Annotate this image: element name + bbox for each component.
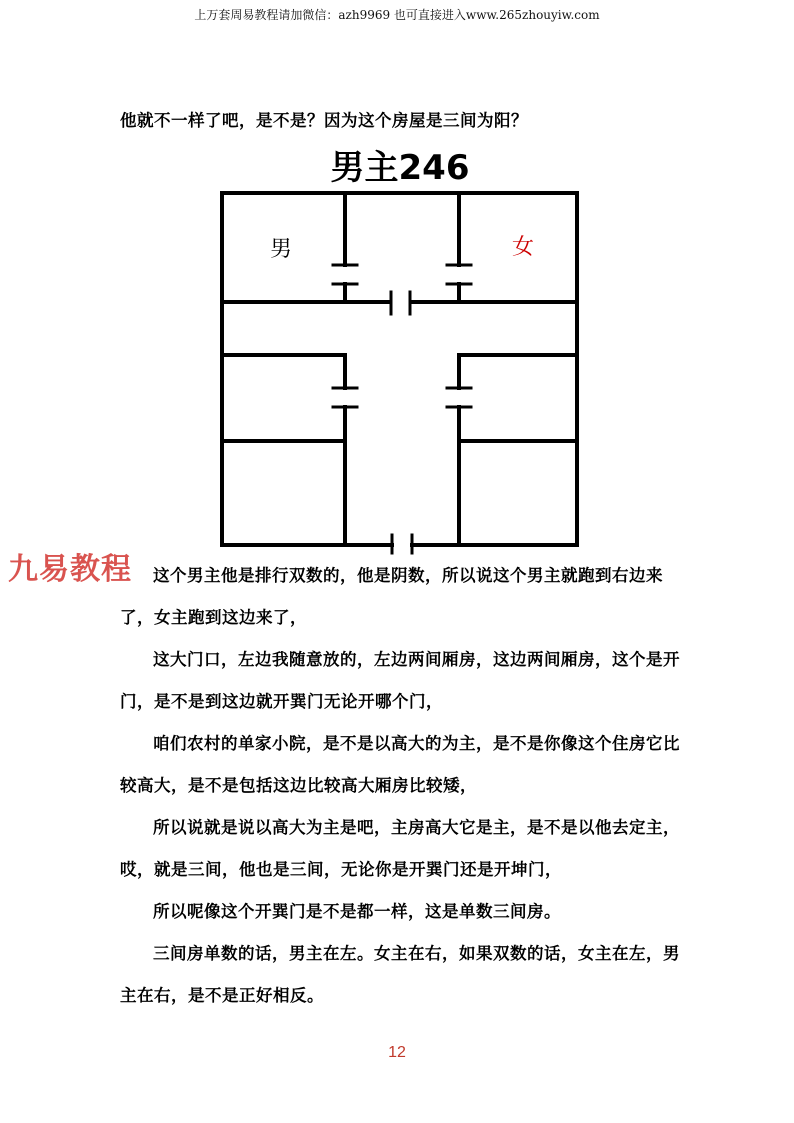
- paragraph-3: 咱们农村的单家小院，是不是以高大的为主，是不是你像这个住房它比较高大，是不是包括这边比较高大厢房比较矮，: [120, 734, 680, 795]
- paragraph-6: 三间房单数的话，男主在左。女主在右，如果双数的话，女主在左，男主在右，是不是正好相反。: [120, 944, 680, 1005]
- room-label-female: 女: [512, 235, 535, 260]
- paragraph-1: 这个男主他是排行双数的，他是阴数，所以说这个男主就跑到右边来了，女主跑到这边来了，: [120, 566, 663, 627]
- diagram-title: 男主246: [330, 148, 470, 188]
- page-number: 12: [388, 1044, 406, 1061]
- watermark-logo-text: 九易教程: [8, 552, 132, 587]
- intro-line: 他就不一样了吧，是不是？因为这个房屋是三间为阳？: [120, 111, 528, 130]
- header-watermark-text: 上万套周易教程请加微信：azh9969 也可直接进入www.265zhouyiw.com: [194, 8, 600, 22]
- paragraph-4: 所以说就是说以高大为主是吧，主房高大它是主，是不是以他去定主，哎，就是三间，他也是三间，无论你是开巽门还是开坤门，: [120, 818, 680, 879]
- paragraph-5: 所以呢像这个开巽门是不是都一样，这是单数三间房。: [153, 902, 561, 921]
- room-label-male: 男: [270, 237, 293, 262]
- paragraph-2: 这大门口，左边我随意放的，左边两间厢房，这边两间厢房，这个是开门，是不是到这边就开巽门无论开哪个门，: [120, 650, 680, 711]
